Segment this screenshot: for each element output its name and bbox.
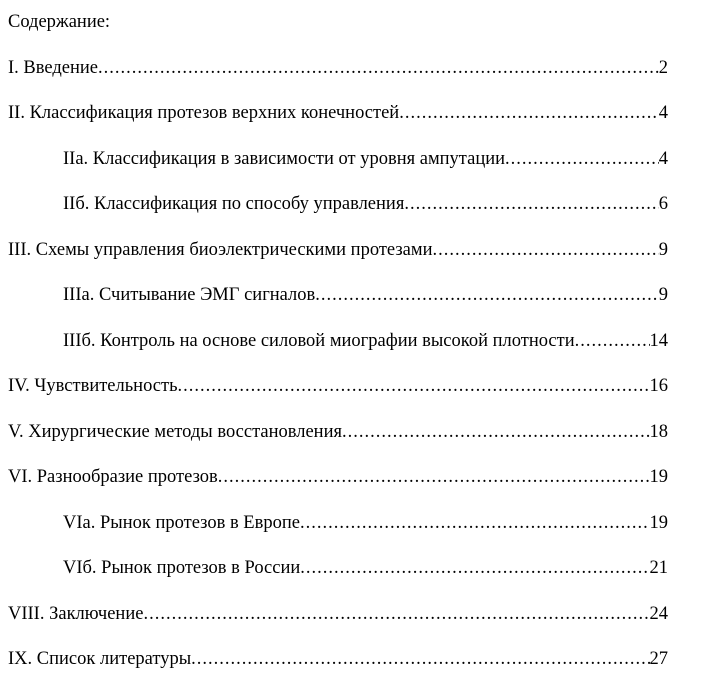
toc-entry-page: 19 — [649, 467, 668, 487]
toc-entry-label: I. Введение — [8, 57, 98, 78]
toc-entry-label: VIII. Заключение — [8, 603, 144, 624]
toc-leader-dots — [404, 182, 658, 228]
toc-entry-label: VIа. Рынок протезов в Европе — [63, 512, 300, 533]
toc-leader-dots — [98, 46, 659, 92]
toc-leader-dots — [315, 273, 658, 319]
toc-entry — [8, 592, 668, 638]
toc-entry-page: 18 — [649, 421, 668, 442]
toc-entry-page: 9 — [658, 285, 668, 305]
toc-entry — [8, 410, 668, 456]
page-title: Содержание: — [8, 12, 111, 32]
toc-leader-dots — [300, 501, 650, 547]
toc-entry — [8, 455, 668, 501]
toc-entry — [8, 637, 668, 683]
toc-leader-dots — [575, 319, 650, 365]
toc-leader-dots — [399, 91, 659, 137]
toc-entry-label: III. Схемы управления биоэлектрическими протезами — [8, 239, 433, 260]
toc-entry-page: 16 — [649, 376, 668, 396]
toc-entry-label: IIа. Классификация в зависимости от уровня ампутации — [63, 148, 506, 169]
toc-entry-page: 27 — [649, 649, 668, 669]
toc-entry-page: 6 — [658, 194, 668, 214]
toc-entry-label: IV. Чувствительность — [8, 376, 178, 396]
toc-entry-label: IIб. Классификация по способу управления — [63, 194, 405, 214]
toc-entry-label: IIIб. Контроль на основе силовой миографии высокой плотности — [63, 330, 575, 351]
toc-entry-label: V. Хирургические методы восстановления — [8, 421, 342, 442]
toc-entry-page: 4 — [658, 148, 668, 169]
toc-leader-dots — [191, 637, 649, 683]
toc-entry — [8, 273, 668, 319]
toc-leader-dots — [342, 410, 650, 456]
toc-entry-label: II. Классификация протезов верхних конечностей — [8, 103, 400, 123]
toc-entry-page: 19 — [649, 512, 668, 533]
toc-entry — [8, 501, 668, 547]
toc-leader-dots — [218, 455, 650, 501]
toc-entry — [8, 228, 668, 274]
toc-leader-dots — [505, 137, 659, 183]
toc-entry-label: IX. Список литературы — [8, 649, 192, 669]
toc-leader-dots — [178, 364, 650, 410]
toc-entry — [8, 137, 668, 183]
toc-entry-page: 14 — [649, 330, 668, 351]
toc-leader-dots — [143, 592, 649, 638]
toc-entry — [8, 91, 668, 137]
toc-entry-label: IIIа. Считывание ЭМГ сигналов — [63, 285, 316, 305]
toc-entry — [8, 319, 668, 365]
toc-entry-label: VI. Разнообразие протезов — [8, 467, 218, 487]
toc-entry — [8, 182, 668, 228]
toc-entry-page: 4 — [658, 103, 668, 123]
toc-entry-label: VIб. Рынок протезов в России — [63, 558, 301, 578]
toc-entry — [8, 46, 668, 92]
toc-heading-row — [8, 0, 668, 46]
toc-entry — [8, 364, 668, 410]
toc-entry-page: 21 — [649, 558, 668, 578]
toc-leader-dots — [300, 546, 649, 592]
toc-entry-page: 9 — [658, 239, 668, 260]
toc-entry-page: 24 — [649, 603, 668, 624]
toc-entry — [8, 546, 668, 592]
toc-leader-dots — [432, 228, 658, 274]
toc-entry-page: 2 — [658, 57, 668, 78]
